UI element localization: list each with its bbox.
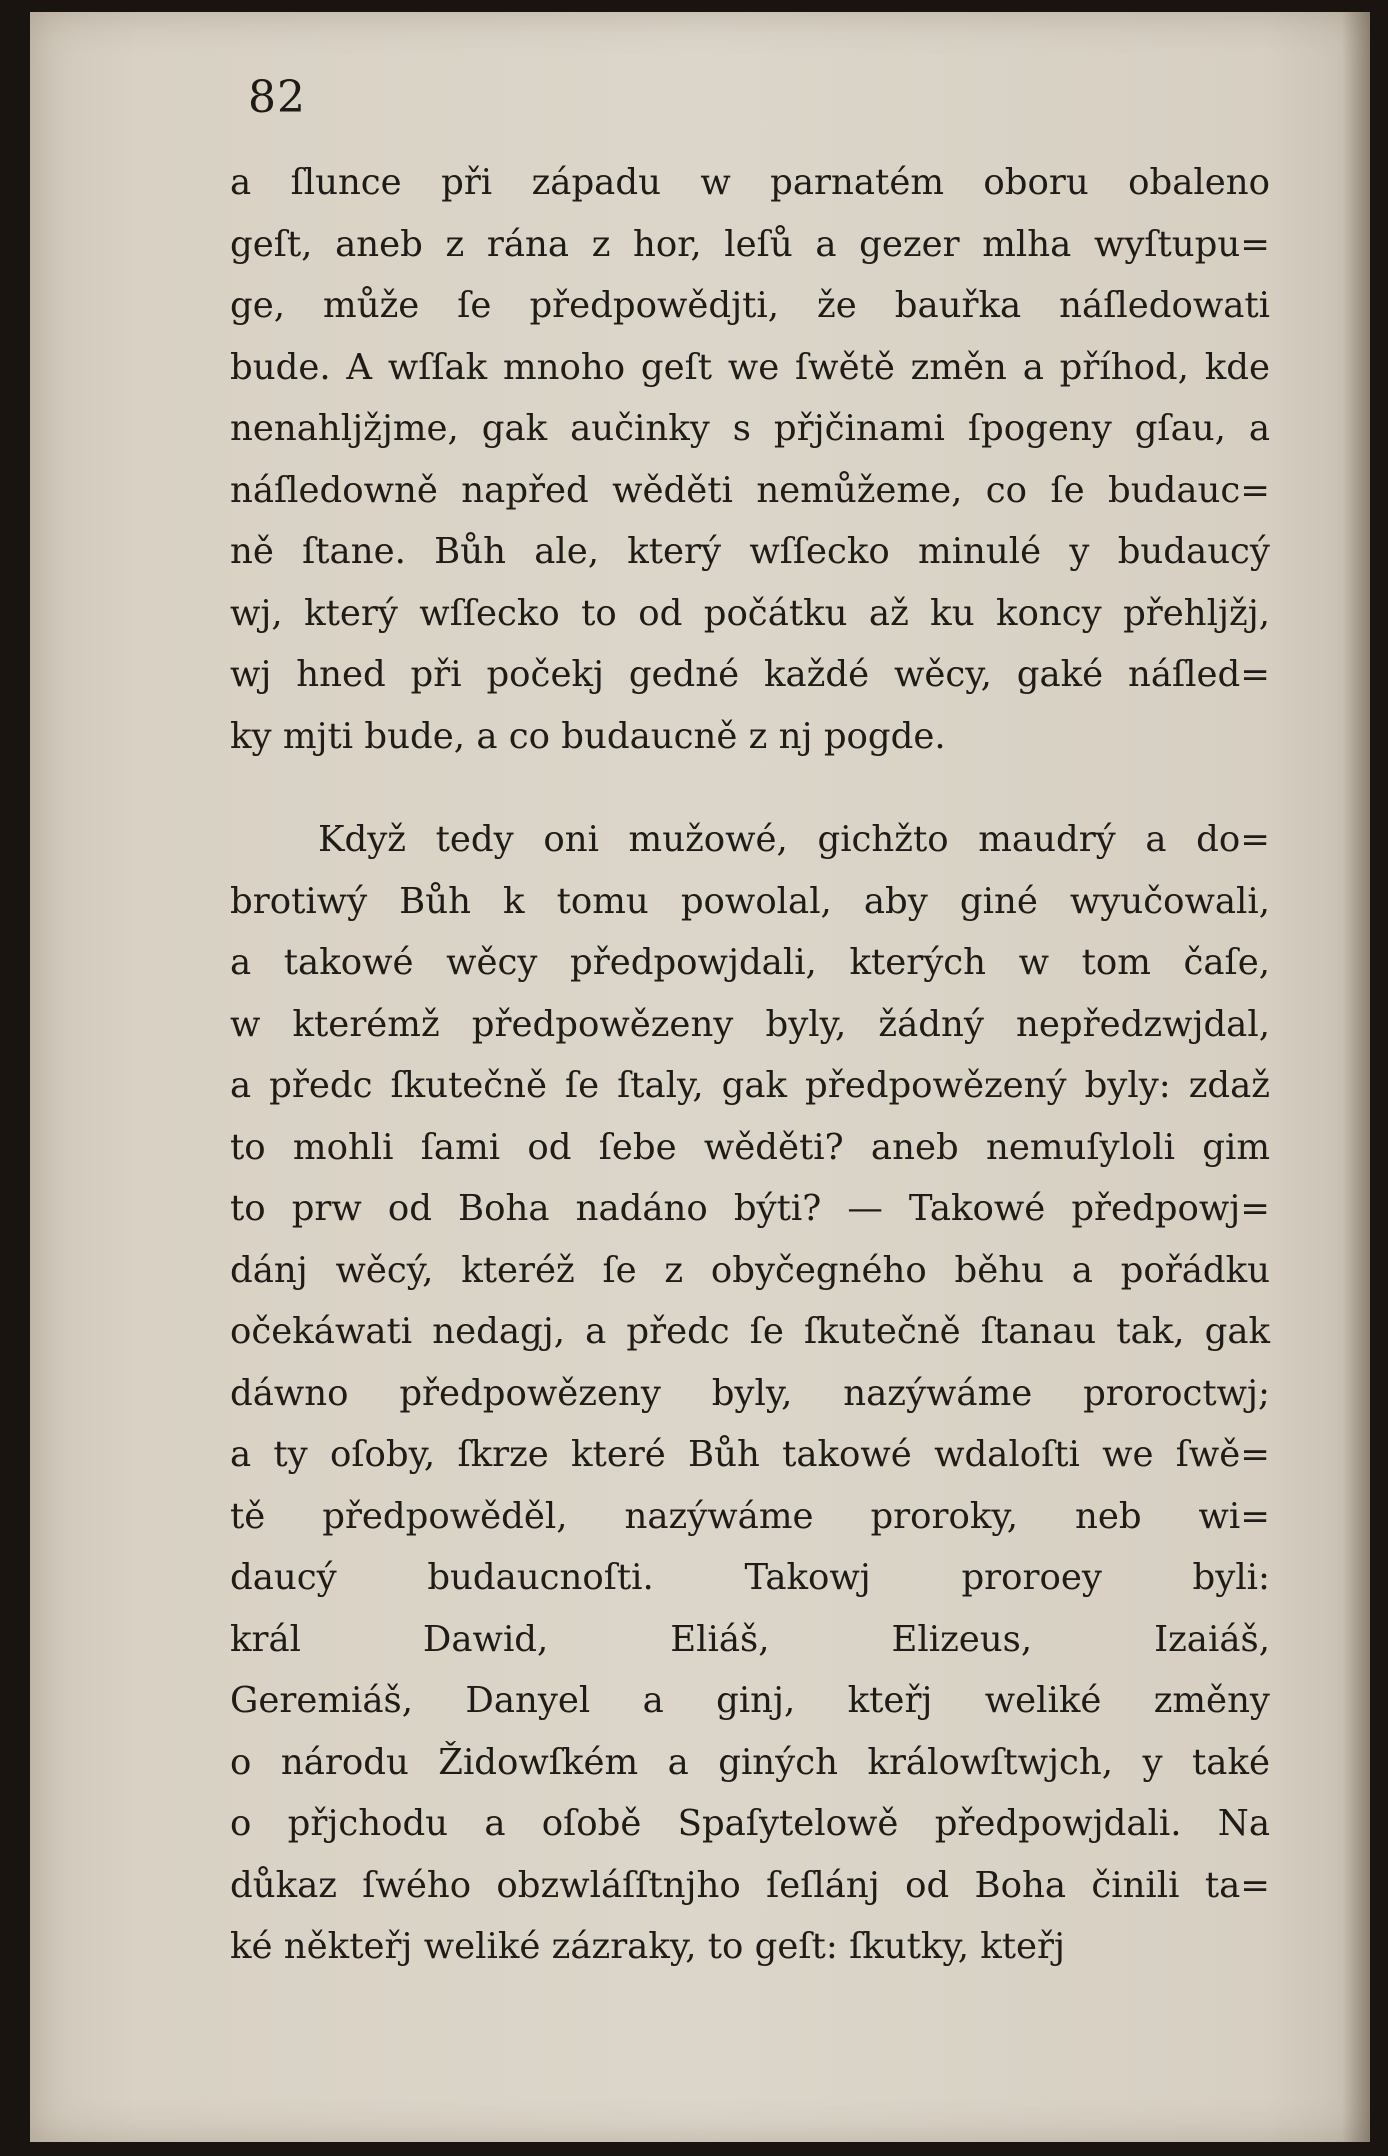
- text-line: brotiwý Bůh k tomu powolal, aby giné wyučowali,: [230, 880, 1270, 922]
- text-line: tě předpowěděl, nazýwáme proroky, neb wi=: [230, 1495, 1270, 1537]
- page-number: 82: [248, 72, 306, 123]
- text-line: dánj wěcý, kteréž ſe z obyčegného běhu a pořádku: [230, 1249, 1270, 1291]
- text-line: wj, který wſſecko to od počátku až ku koncy přehljžj,: [230, 592, 1270, 634]
- text-line: a ty oſoby, ſkrze které Bůh takowé wdaloſti we ſwě=: [230, 1434, 1270, 1475]
- text-line: nenahljžjme, gak aučinky s přjčinami ſpogeny gſau, a: [230, 408, 1270, 449]
- text-line: ně ſtane. Bůh ale, který wſſecko minulé y budaucý: [230, 531, 1270, 572]
- book-page: [30, 12, 1370, 2142]
- text-line: a ſlunce při západu w parnatém oboru obaleno: [230, 162, 1270, 203]
- text-line: ké někteřj weliké zázraky, to geſt: ſkutky, kteřj: [230, 1926, 1066, 1967]
- text-line: dáwno předpowězeny byly, nazýwáme proroctwj;: [230, 1372, 1270, 1414]
- page-spine-shadow: [1342, 12, 1370, 2142]
- text-line: w kterémž předpowězeny byly, žádný nepředzwjdal,: [230, 1003, 1270, 1045]
- text-line: ky mjti bude, a co budaucně z nj pogde.: [230, 715, 946, 757]
- text-line: bude. A wſſak mnoho geſt we ſwětě změn a příhod, kde: [230, 346, 1270, 388]
- text-line: Když tedy oni mužowé, gichžto maudrý a do=: [318, 819, 1270, 860]
- text-line: o národu Židowſkém a giných králowſtwjch, y také: [230, 1741, 1270, 1783]
- text-line: a takowé wěcy předpowjdali, kterých w tom čaſe,: [230, 942, 1270, 983]
- text-line: očekáwati nedagj, a předc ſe ſkutečně ſtanau tak, gak: [230, 1311, 1270, 1352]
- text-line: geſt, aneb z rána z hor, leſů a gezer mlha wyſtupu=: [230, 223, 1270, 265]
- text-block: [230, 152, 1270, 1978]
- text-line: král Dawid, Eliáš, Elizeus, Izaiáš,: [230, 1618, 1270, 1660]
- text-line: to mohli ſami od ſebe wěděti? aneb nemuſyloli gim: [230, 1126, 1270, 1168]
- text-line: daucý budaucnoſti. Takowj proroey byli:: [230, 1557, 1270, 1598]
- text-line: náſledowně napřed wěděti nemůžeme, co ſe budauc=: [230, 469, 1270, 511]
- text-line: o přjchodu a oſobě Spaſytelowě předpowjdali. Na: [230, 1803, 1270, 1844]
- text-line: ge, může ſe předpowědjti, že bauřka náſledowati: [230, 285, 1270, 326]
- paragraph-2: [230, 809, 1270, 1978]
- text-line: wj hned při počekj gedné každé wěcy, gaké náſled=: [230, 654, 1270, 695]
- text-line: to prw od Boha nadáno býti? — Takowé předpowj=: [230, 1188, 1270, 1229]
- text-line: Geremiáš, Danyel a ginj, kteřj weliké změny: [230, 1680, 1270, 1721]
- text-line: a předc ſkutečně ſe ſtaly, gak předpowězený byly: zdaž: [230, 1065, 1270, 1106]
- paragraph-1: [230, 152, 1270, 767]
- text-line: důkaz ſwého obzwláſſtnjho ſeſlánj od Boha činili ta=: [230, 1864, 1270, 1906]
